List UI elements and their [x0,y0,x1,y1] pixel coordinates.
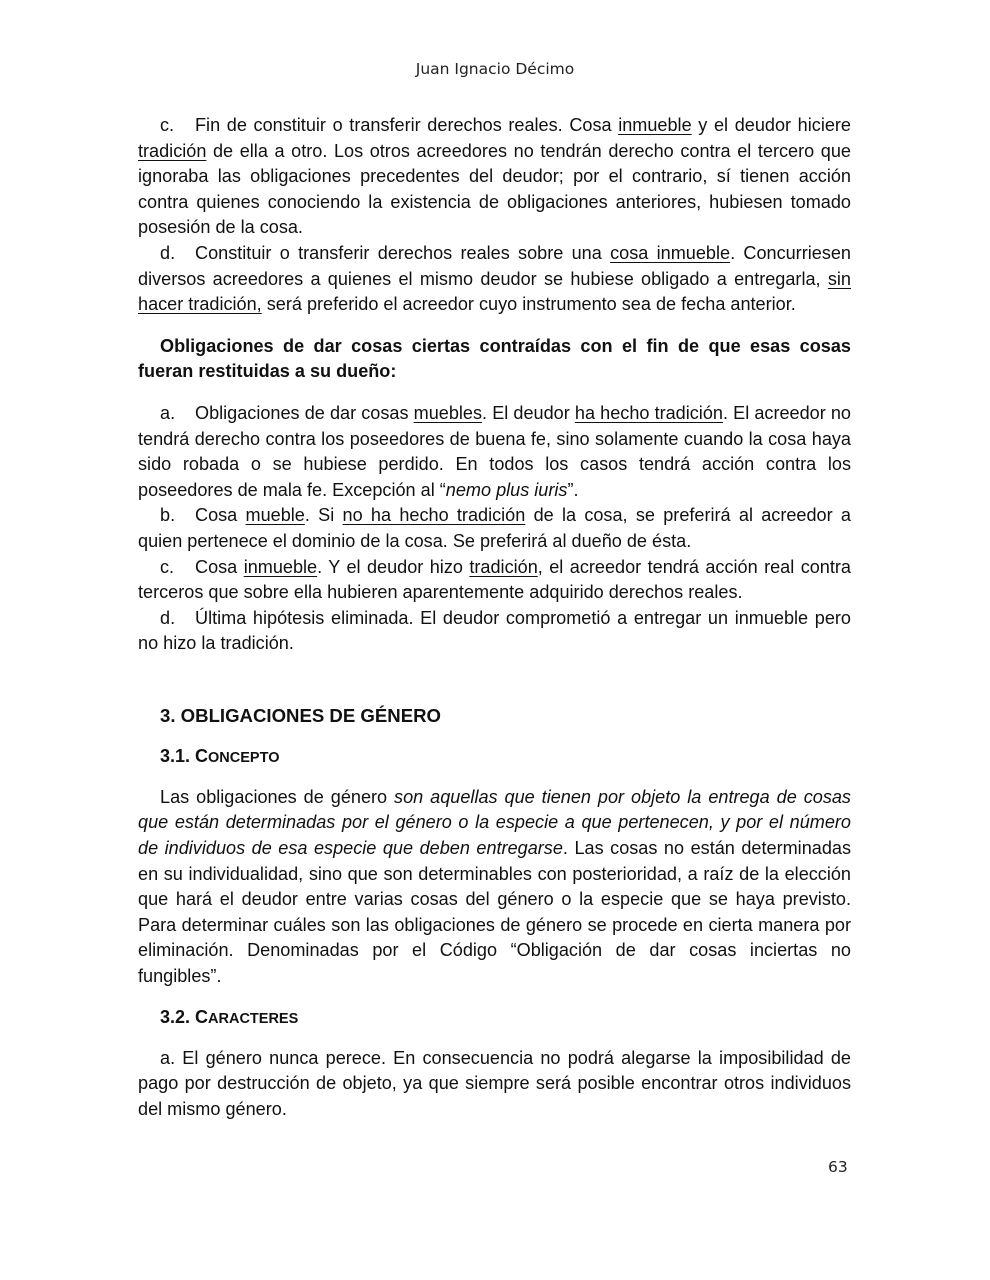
text-run: Las obligaciones de género [160,786,395,807]
list-item-c [138,113,851,241]
text-run: . Las cosas no están determinadas en su individualidad, sino que son determinables con posterioridad, a raíz de la elección que hará el deudor entre varias cosas del género o la especie que se haya previsto. Para determinar cuáles son las obligaciones de género se procede en cierta manera por eliminación. Denominadas por el Código “Obligación de dar cosas inciertas no fungibles”. [138,838,851,987]
list-marker: a. [160,402,176,423]
text-run: . Y el deudor hizo [317,556,470,577]
underlined-term: tradición [138,140,207,161]
list-item-d [138,241,851,318]
concepto-paragraph [138,785,851,990]
text-run: . Si [304,505,343,526]
text-run: Última hipótesis eliminada. El deudor comprometió a entregar un inmueble pero no hizo la tradición. [138,607,851,654]
list-marker: a. [160,1047,176,1068]
running-header: Juan Ignacio Décimo [415,60,575,78]
heading-number: 3.1. [160,745,196,766]
list-marker: c. [160,115,175,135]
text-run: Obligaciones de dar cosas [195,402,414,423]
underlined-term: inmueble [618,115,692,135]
underlined-term: tradición [469,556,538,577]
text-run: , el acreedor tendrá acción real contra terceros que sobre ella hubieren aparentemente adquirido derechos reales. [138,556,851,603]
underlined-term: mueble [245,505,305,526]
underlined-term: no ha hecho tradición [342,505,526,526]
text-run: . El deudor [482,402,575,423]
list-marker: b. [160,505,176,526]
list2-item-a [138,401,851,503]
heading-smallcaps: ONCEPTO [208,749,280,766]
subsection-heading-caracteres [138,1004,851,1032]
text-run: El género nunca perece. En consecuencia no podrá alegarse la imposibilidad de pago por destrucción de objeto, ya que siempre será posible encontrar otros individuos del mismo género. [138,1047,851,1119]
list-marker: c. [160,556,175,577]
underlined-term: sin hacer tradición, [138,268,851,315]
text-run: de la cosa, se preferirá al acreedor a quien pertenece el dominio de la cosa. Se preferirá al dueño de ésta. [138,505,851,551]
underlined-term: ha hecho tradición [574,402,723,423]
text-run: . El acreedor no tendrá derecho contra los poseedores de buena fe, sino solamente cuando la cosa haya sido robada o se hubiese perdido. En todos los casos tendrá acción contra los poseedores de mala fe. Excepción al “ [138,402,851,500]
text-run: Fin de constituir o transferir derechos reales. Cosa [195,115,619,135]
text-run: será preferido el acreedor cuyo instrumento sea de fecha anterior. [261,294,796,315]
text-run: ”. [567,479,579,500]
section-heading: 3. OBLIGACIONES DE GÉNERO [160,704,442,726]
page-number: 63 [828,1158,848,1176]
list2-item-c [138,555,851,606]
heading-number: 3.2. [160,1006,196,1027]
underlined-term: inmueble [243,556,318,577]
subsection-heading-concepto [138,743,851,771]
heading-smallcaps: ARACTERES [208,1010,299,1027]
page-body [138,113,851,1122]
text-run: de ella a otro. Los otros acreedores no tendrán derecho contra el tercero que ignoraba las obligaciones precedentes del deudor; por el contrario, sí tienen acción contra quienes conociendo la existencia de obligaciones anteriores, hubiesen tomado posesión de la cosa. [138,140,851,238]
italic-definition: son aquellas que tienen por objeto la entrega de cosas que están determinadas por el género o la especie a que pertenecen, y por el número de individuos de esa especie que deben entregarse [138,786,851,859]
list2-item-d [138,606,851,657]
list-marker: d. [160,242,176,263]
heading-initial: C [195,1006,209,1027]
list2-item-b [138,503,851,554]
text-run: Cosa [195,505,246,526]
text-run: y el deudor hiciere [691,115,851,135]
list-marker: d. [160,607,176,628]
caracteres-item-a [138,1046,851,1123]
italic-term: nemo plus iuris [445,479,568,500]
bold-subheading: Obligaciones de dar cosas ciertas contraídas con el fin de que esas cosas fueran restituidas a su dueño: [138,335,851,382]
text-run: . Concurriesen diversos acreedores a quienes el mismo deudor se hubiese obligado a entregarla, [138,242,851,289]
heading-initial: C [195,745,209,766]
underlined-term: muebles [413,402,483,423]
text-run: Cosa [195,556,244,577]
underlined-term: cosa inmueble [610,242,731,263]
text-run: Constituir o transferir derechos reales sobre una [195,242,611,263]
